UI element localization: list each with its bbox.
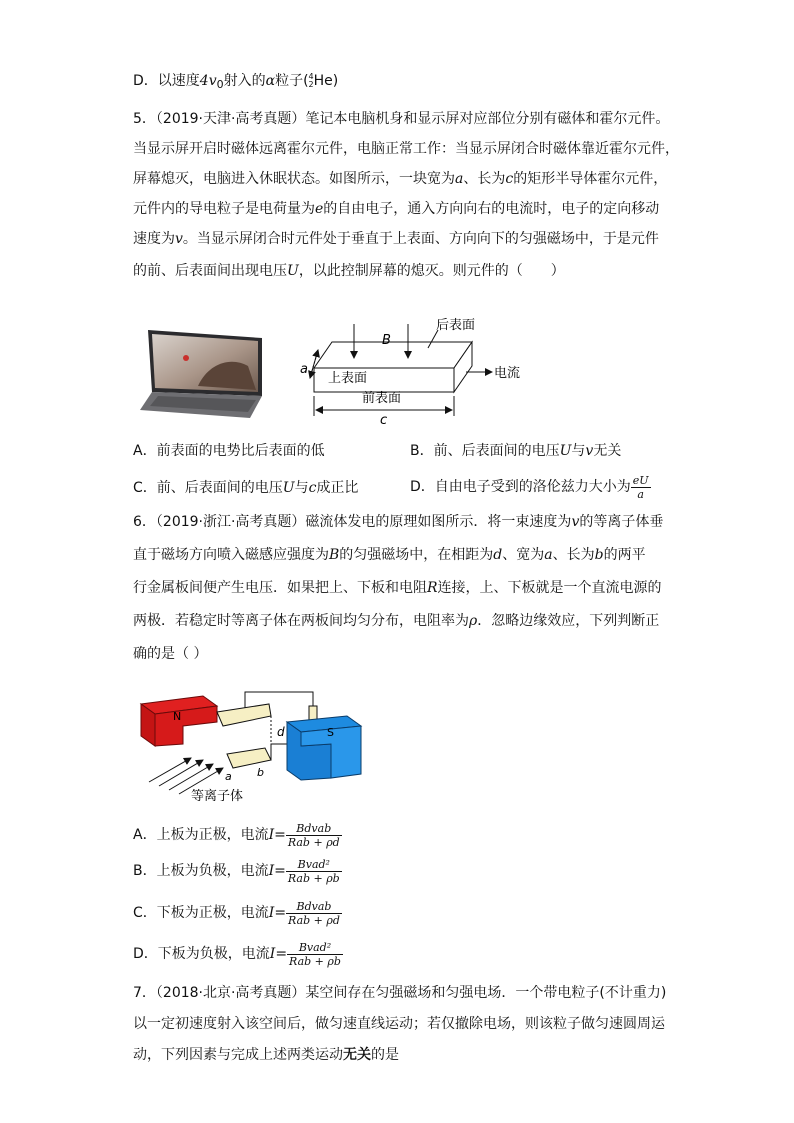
hall-element-diagram [296,316,536,428]
dim-a-arrow-2 [310,364,314,378]
q7-line-1: 7．（2018·北京·高考真题）某空间存在匀强磁场和匀强电场．一个带电粒子(不计重力) [133,985,667,1001]
q6-a-eq: = [274,827,286,843]
q5-c-mid: 与 [294,480,309,496]
q6-d-var-i: I [269,946,276,962]
label-n: N [173,710,182,723]
q6-line-4 [133,611,659,631]
q4-option-d [133,71,338,95]
q6-l3-end: 连接，上、下板就是一个直流电源的 [437,580,662,596]
q6-c-den: Rab + ρd [288,913,340,927]
label-a: a [300,362,308,377]
q6-line-5: 确的是（ ） [133,646,208,662]
q6-c-fraction [286,900,342,927]
q5-line-6 [133,261,565,281]
q4-d-speed: 4v [199,73,217,89]
dim-a-arrow-1 [314,350,318,364]
label-front-face: 前表面 [362,391,402,406]
q7-l3-end: 的是 [371,1047,399,1063]
q5-l5-text: 速度为 [133,231,175,247]
q6-l4-text: 两极．若稳定时等离子体在两板间均匀分布，电阻率为 [133,613,469,629]
plasma-arrow-1 [149,758,191,782]
q6-c-eq: = [274,905,287,921]
q5-option-c[interactable] [133,478,358,498]
q5-line-2: 当显示屏开启时磁体远离霍尔元件，电脑正常工作：当显示屏闭合时磁体靠近霍尔元件， [133,141,679,157]
q6-l2-mid3: 、长为 [552,547,595,563]
q6-l2-var-b: B [329,547,340,563]
q6-l1-end: 的等离子体垂 [579,514,664,530]
top-plate [217,704,271,726]
label-plasma: 等离子体 [191,789,244,804]
q6-l3-text: 行金属板间便产生电压．如果把上、下板和电阻 [133,580,427,596]
q6-b-fraction [286,858,342,885]
q4-d-text-c: 粒子( [275,73,309,89]
q5-d-fraction [631,474,651,501]
q6-d-fraction [287,941,343,968]
q6-l4-var-rho: ρ [469,613,478,629]
q5-b-var-u: U [559,443,572,459]
q7-line-2: 以一定初速度射入该空间后，做匀速直线运动；若仅撤除电场，则该粒子做匀速圆周运 [133,1016,665,1032]
q5-l6-end: ，以此控制屏幕的熄灭。则元件的（ ） [298,263,565,279]
q6-line-2 [133,545,646,565]
q7-line-3 [133,1045,399,1065]
q6-line-1 [133,512,663,532]
q6-a-den: Rab + ρd [287,835,340,849]
q5-line-3 [133,169,667,189]
q6-a-var-i: I [268,827,275,843]
hall-plate-top [314,342,472,368]
q5-c-var-u: U [282,480,295,496]
q6-l4-end: ．忽略边缘效应，下列判断正 [477,613,660,629]
q6-a-text: A．上板为正极，电流 [133,827,269,843]
q6-b-eq: = [274,863,286,879]
q5-l4-var-e: e [315,201,324,217]
q6-b-text: B．上板为负极，电流 [133,863,269,879]
q6-c-text: C．下板为正极，电流 [133,905,269,921]
q5-l3-text: 屏幕熄灭，电脑进入休眠状态。如图所示，一块宽为 [133,171,455,187]
q4-d-element: He [313,73,333,89]
q5-l3-var-c: c [505,171,514,187]
q5-c-text: C．前、后表面间的电压 [133,480,283,496]
q7-l3-text: 动，下列因素与完成上述两类运动 [133,1047,343,1063]
q6-a-num: Bdvab [286,822,342,836]
q5-line-4 [133,199,659,219]
q4-d-text-d: ) [332,73,339,89]
bottom-plate [227,748,271,768]
q5-l3-mid: 、长为 [463,171,506,187]
q6-option-b[interactable] [133,854,342,888]
q6-l2-mid1: 的匀强磁场中，在相距为 [339,547,494,563]
q5-c-var-c: c [308,480,317,496]
q6-c-var-i: I [268,905,275,921]
q6-l2-var-a: a [544,547,553,563]
q5-c-end: 成正比 [316,480,359,496]
q4-d-iso-num: 2 [308,80,314,89]
plasma-arrow-3 [169,764,213,790]
label-plate-a: a [225,770,232,783]
q5-line-5 [133,229,659,249]
q5-b-text: B．前、后表面间的电压 [410,443,560,459]
q5-l5-var-v: v [175,231,183,247]
q6-l2-text: 直于磁场方向喷入磁感应强度为 [133,547,329,563]
q5-b-end: 无关 [593,443,622,459]
q4-d-speed-sub: 0 [216,78,224,91]
label-b: B [382,333,391,348]
q6-c-num: Bdvab [286,900,342,914]
q6-d-eq: = [275,946,288,962]
q6-l2-end: 的两平 [603,547,646,563]
q5-l6-text: 的前、后表面间出现电压 [133,263,287,279]
q6-b-den: Rab + ρb [287,871,340,885]
q6-l2-var-d: d [493,547,503,563]
q5-b-mid: 与 [571,443,586,459]
label-c: c [380,413,388,428]
q5-l3-var-a: a [455,171,464,187]
q5-l6-var-u: U [287,263,299,279]
q5-d-den: a [637,487,644,501]
q5-l4-text: 元件内的导电粒子是电荷量为 [133,201,315,217]
q7-l3-bold: 无关 [343,1047,371,1063]
q6-l2-var-bb: b [594,547,604,563]
q5-d-text: D．自由电子受到的洛伦兹力大小为 [410,479,631,495]
q4-d-alpha: α [265,73,276,89]
q5-option-a[interactable]: A．前表面的电势比后表面的低 [133,443,325,459]
q6-option-a[interactable] [133,818,342,852]
q6-option-d[interactable] [133,937,343,971]
q6-l1-var-v: v [571,514,580,530]
q6-l2-mid2: 、宽为 [502,547,545,563]
q5-option-d[interactable] [410,470,651,504]
q5-l3-end: 的矩形半导体霍尔元件， [513,171,668,187]
q6-a-fraction [286,822,342,849]
q6-d-num: Bvad² [287,941,343,955]
q4-d-iso-mass: 4 [308,72,314,81]
q6-option-c[interactable] [133,896,342,930]
q5-line-1: 5．（2019·天津·高考真题）笔记本电脑机身和显示屏对应部位分别有磁体和霍尔元件。 [133,111,670,127]
q5-l5-end: 。当显示屏闭合时元件处于垂直于上表面、方向向下的匀强磁场中，于是元件 [182,231,659,247]
q4-d-text: D．以速度 [133,73,200,89]
label-current: 电流 [494,366,521,381]
laptop-image [138,326,278,422]
q6-b-var-i: I [268,863,275,879]
q6-l1-text: 6．（2019·浙江·高考真题）磁流体发电的原理如图所示．将一束速度为 [133,514,572,530]
label-s: S [327,726,334,739]
q5-option-b[interactable] [410,441,621,461]
label-back-face: 后表面 [436,318,476,333]
q6-d-den: Rab + ρb [289,954,341,968]
q6-line-3 [133,578,662,598]
label-d: d [277,725,285,739]
q5-b-var-v: v [585,443,594,459]
q4-d-text-b: 射入的 [223,73,266,89]
q5-l4-end: 的自由电子，通入方向向右的电流时，电子的定向移动 [323,201,660,217]
label-top-face: 上表面 [328,371,368,386]
mhd-generator-diagram [133,682,373,806]
q6-l3-var-r: R [427,580,438,596]
q6-d-text: D．下板为负极，电流 [133,946,270,962]
q5-d-num: eU [632,473,649,487]
label-plate-b: b [257,766,264,779]
circuit-wire [245,692,313,708]
q6-b-num: Bvad² [286,858,342,872]
